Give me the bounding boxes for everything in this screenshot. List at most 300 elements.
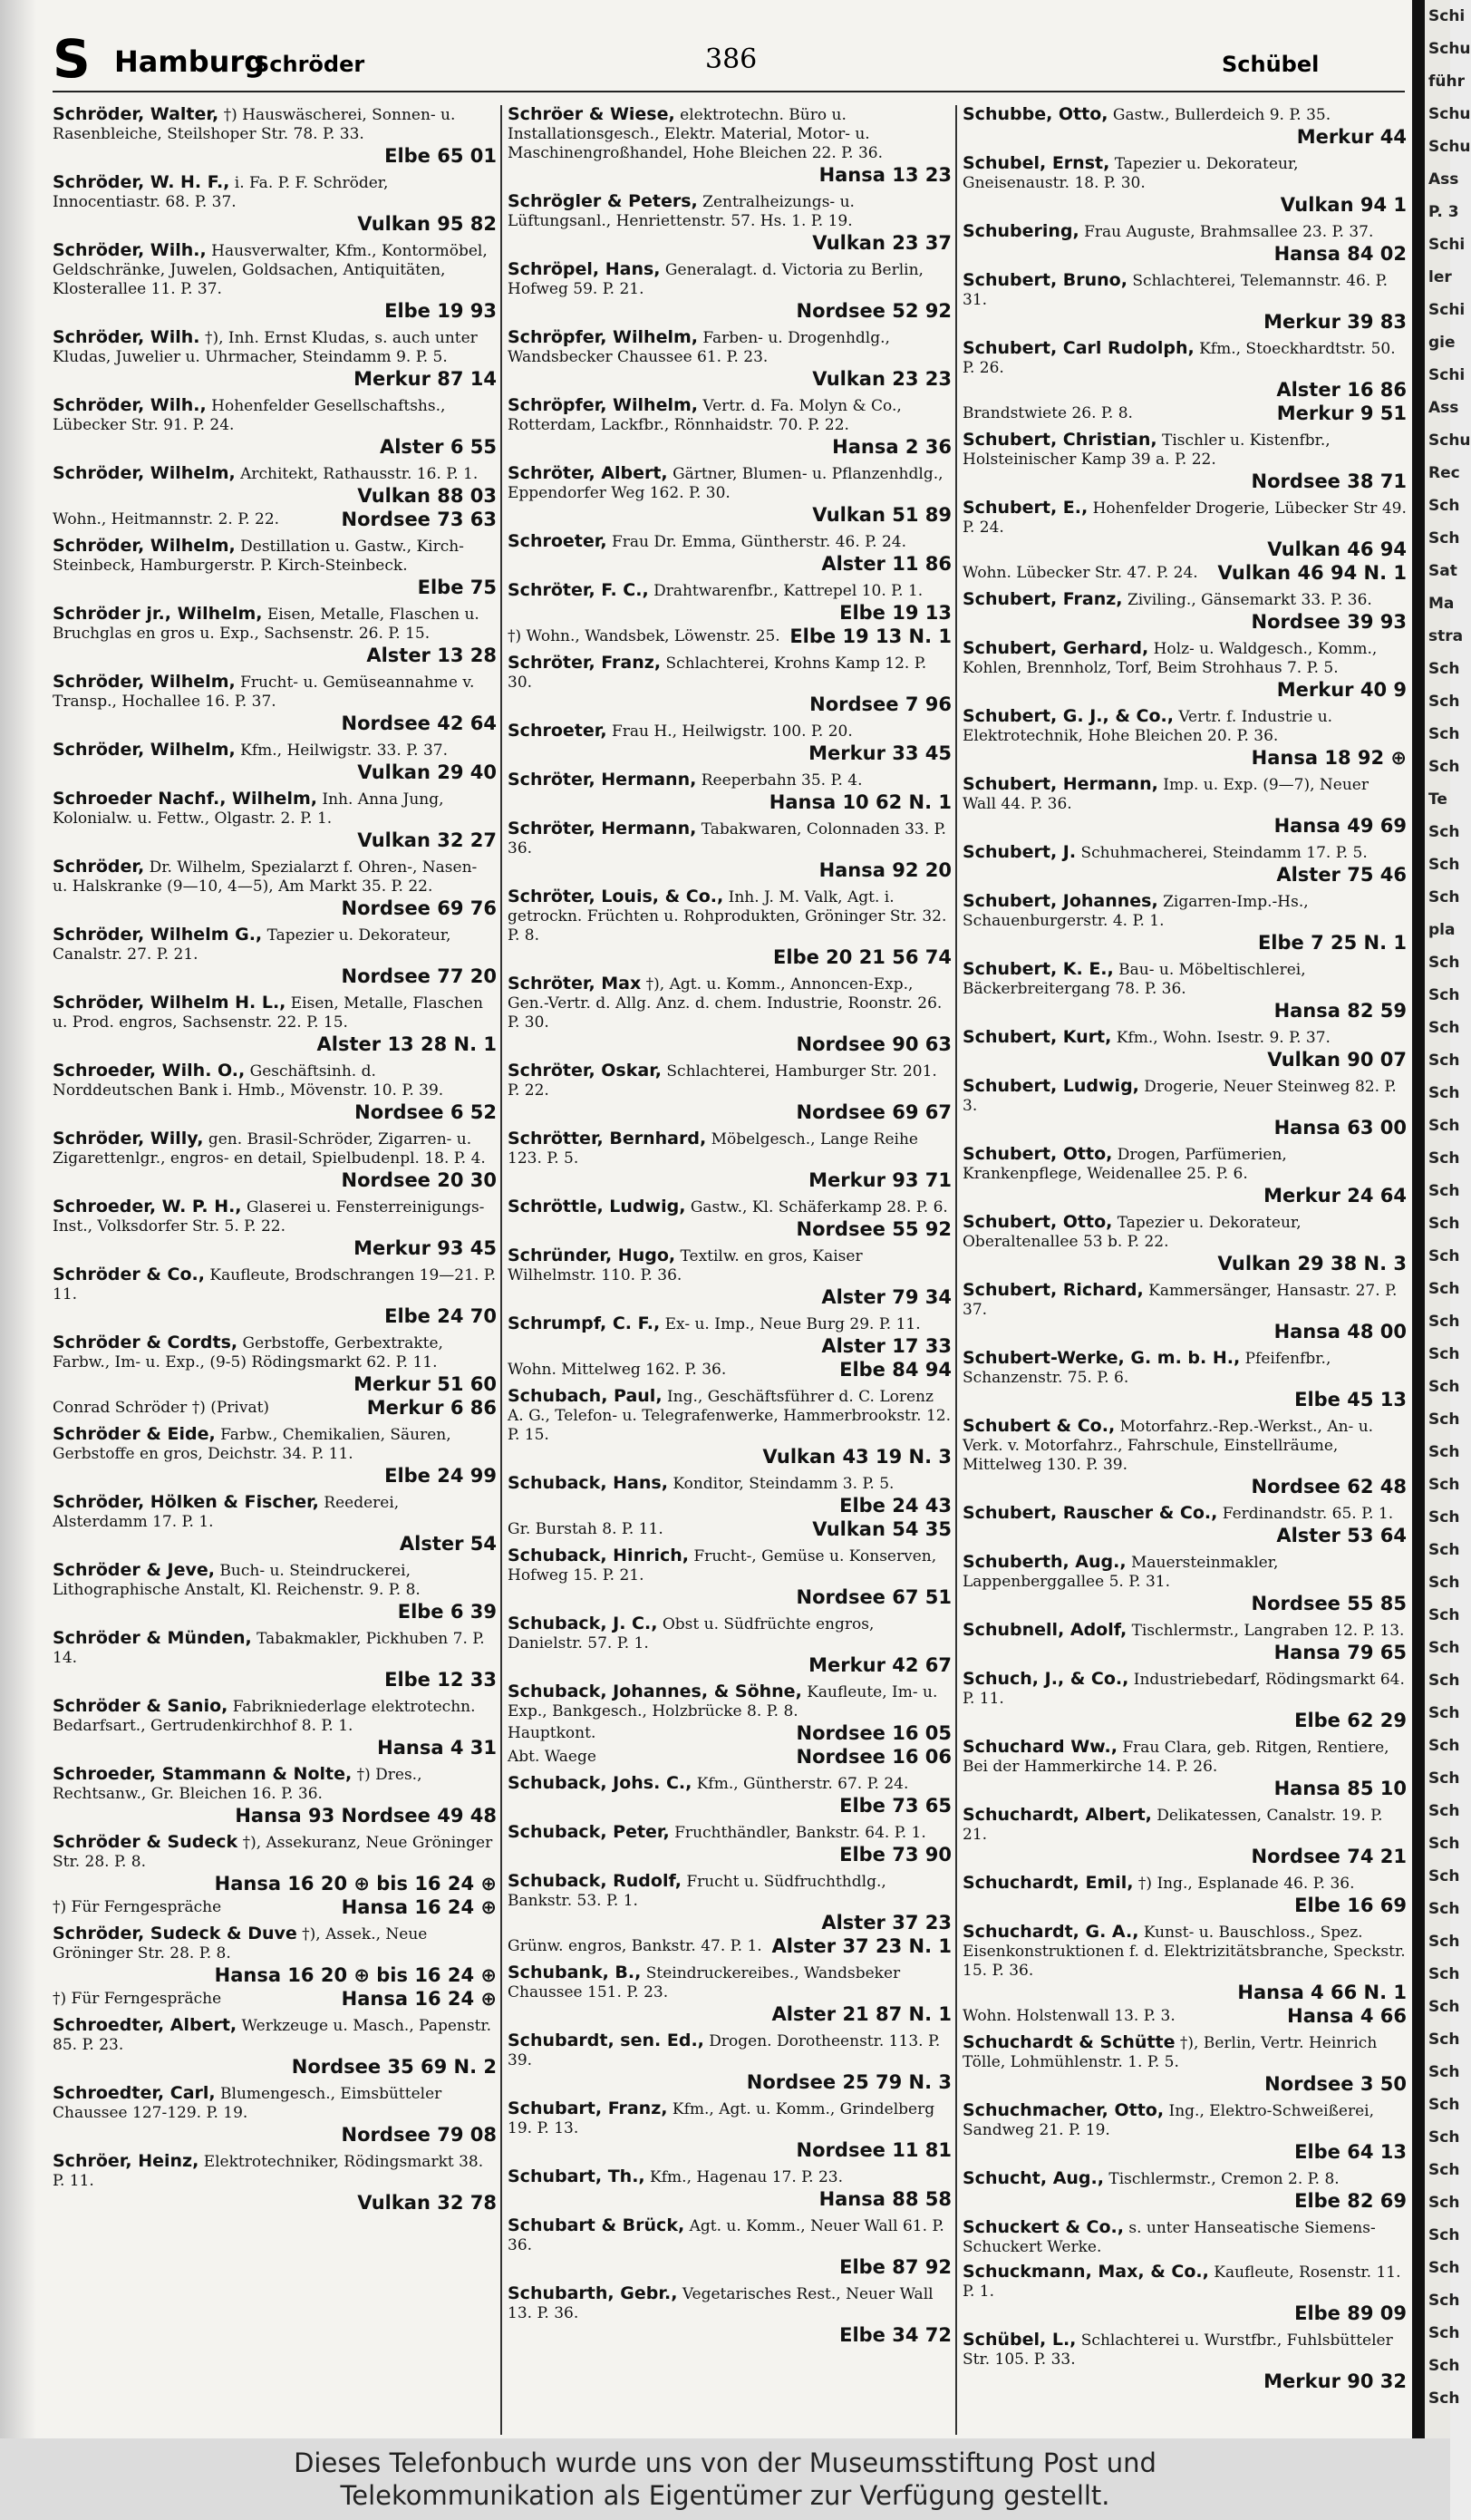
entry-body [963,1806,1407,1845]
column-divider [955,105,957,2435]
extra-phone-row [508,1721,952,1745]
entry-name: Schröter, F. C., [508,580,649,600]
entry-details: Ing., Geschäftsführer d. C. Lorenz A. G., Telefon- u. Telegrafenwerke, Hammerbrookstr. 12. P. 15. [508,1388,951,1444]
phone-number: Alster 54 [399,1533,497,1555]
page-number: 386 [705,44,758,75]
next-page-fragment: Sch [1428,660,1460,678]
extra-phone-row [963,2004,1407,2028]
entry-details: Schuhmacherei, Steindamm 17. P. 5. [1080,844,1368,862]
directory-entry [53,464,497,531]
entry-details: Tischlermstr., Cremon 2. P. 8. [1108,2170,1340,2188]
directory-entry [963,775,1407,838]
phone-number: Merkur 93 71 [808,1169,952,1191]
next-page-fragment: Sch [1428,2389,1460,2408]
directory-entry [53,396,497,459]
directory-entry [53,1197,497,1260]
extra-phone-label: †) Für Ferngespräche [53,1898,222,1916]
entry-body [508,1682,952,1721]
entry-details: Vegetarisches Rest., Neuer Wall 13. P. 36. [508,2285,934,2322]
entry-details: Fruchthändler, Bankstr. 64. P. 1. [674,1824,926,1842]
directory-entry [508,1246,952,1309]
directory-entry [508,1963,952,2026]
entry-details: Farben- u. Drogenhdlg., Wandsbecker Chaussee 61. P. 23. [508,329,890,366]
directory-entry [963,590,1407,634]
entry-body [53,105,497,144]
entry-body [508,2167,952,2187]
entry-details: Inh. J. M. Valk, Agt. i. getrockn. Früchten u. Rohprodukten, Gröninger Str. 32. P. 8. [508,888,947,945]
next-page-fragment: Sch [1428,1182,1460,1200]
entry-name: Schuback, Peter, [508,1822,670,1842]
entry-details: Inh. Anna Jung, Kolonialw. u. Fettw., Olgastr. 2. P. 1. [53,790,444,828]
entry-details: †) Ing., Esplanade 46. P. 36. [1137,1875,1355,1893]
entry-details: Holz- u. Waldgesch., Komm., Kohlen, Brennholz, Torf, Beim Strohhaus 7. P. 5. [963,640,1378,677]
next-page-fragment: Sch [1428,2096,1460,2114]
directory-entry [53,537,497,599]
entry-body [963,1145,1407,1184]
entry-body [963,1553,1407,1592]
extra-phone-label: Wohn. Lübecker Str. 47. P. 24. [963,564,1198,582]
phone-number: Nordsee 62 48 [1251,1476,1407,1497]
directory-entry [508,2099,952,2162]
entry-name: Schubert, Rauscher & Co., [963,1503,1218,1523]
entry-name: Schubert, K. E., [963,959,1114,979]
entry-details: Steindruckereibes., Wandsbeker Chaussee 151. P. 23. [508,1964,901,2001]
entry-body [508,328,952,367]
directory-entry [53,2084,497,2147]
entry-name: Schröter, Max [508,974,642,993]
next-page-fragment: Sch [1428,1933,1460,1951]
directory-entry [508,1823,952,1866]
entry-body [508,1474,952,1494]
extra-phone-row [963,402,1407,425]
entry-details: Blumengesch., Eimsbütteler Chaussee 127-129. P. 19. [53,2085,442,2122]
entry-name: Schroeter, [508,531,607,551]
phone-number: Nordsee 35 69 N. 2 [291,2056,497,2078]
entry-details: Reeperbahn 35. P. 4. [701,771,863,790]
directory-entry [963,431,1407,493]
entry-name: Schroeder, W. P. H., [53,1197,242,1216]
directory-entry [508,974,952,1056]
phone-number: Elbe 64 13 [1294,2141,1407,2163]
phone-number: Nordsee 69 76 [341,897,497,919]
phone-number: Merkur 90 32 [1263,2370,1407,2392]
phone-number: Hansa 10 62 N. 1 [769,791,952,813]
directory-entry [53,1765,497,1827]
entry-details: Architekt, Rathausstr. 16. P. 1. [240,465,479,483]
next-page-fragment: Sch [1428,1769,1460,1788]
entry-name: Schröder & Eide, [53,1424,216,1444]
entry-details: Ex- u. Imp., Neue Burg 29. P. 11. [664,1315,921,1333]
entry-body [508,819,952,858]
entry-name: Schröder & Jeve, [53,1560,215,1580]
phone-number: Elbe 73 90 [839,1844,952,1866]
entry-body [508,1614,952,1653]
next-page-fragment: Te [1428,790,1447,809]
phone-number: Merkur 39 83 [1263,311,1407,333]
extra-phone-label: Grünw. engros, Bankstr. 47. P. 1. [508,1937,762,1955]
entry-name: Schröder, Wilh., [53,395,207,415]
phone-number: Nordsee 90 63 [796,1033,952,1055]
phone-number: Elbe 82 69 [1294,2190,1407,2212]
extra-phone-number: Nordsee 16 05 [796,1722,952,1744]
entry-name: Schroedter, Carl, [53,2083,216,2103]
phone-number: Alster 21 87 N. 1 [771,2003,952,2025]
entry-body [53,2084,497,2123]
phone-number: Alster 17 33 [821,1335,952,1357]
phone-number: Hansa 84 02 [1273,243,1407,265]
entry-body [53,926,497,964]
entry-name: Schröter, Hermann, [508,770,697,790]
directory-entry [963,105,1407,149]
extra-phone-label: Wohn., Heitmannstr. 2. P. 22. [53,510,280,528]
entry-name: Schübel, L., [963,2330,1077,2350]
next-page-fragment: führ [1428,73,1465,91]
phone-number: Elbe 24 70 [384,1305,497,1327]
entry-name: Schröder, Sudeck & Duve [53,1924,297,1943]
entry-details: Kaufleute, Im- u. Exp., Bankgesch., Holzbrücke 8. P. 8. [508,1683,938,1720]
extra-phone-label: Gr. Burstah 8. P. 11. [508,1520,663,1538]
phone-number: Vulkan 23 37 [812,232,952,254]
phone-number: Elbe 87 92 [839,2256,952,2278]
next-page-fragment: Schi [1428,236,1466,254]
next-page-fragment: P. 3 [1428,203,1459,221]
entry-details: Fabrikniederlage elektrotechn. Bedarfsart., Gertrudenkirchhof 8. P. 1. [53,1698,476,1735]
phone-number: Elbe 19 13 [839,602,952,624]
next-page-fragment: Sch [1428,1704,1460,1722]
directory-entry [963,2218,1407,2257]
extra-phone-number: Elbe 84 94 [839,1359,952,1381]
entry-details: Drogerie, Neuer Steinweg 82. P. 3. [963,1078,1397,1115]
header-rule [53,91,1405,92]
entry-details: Frau Dr. Emma, Güntherstr. 46. P. 24. [611,533,906,551]
next-page-fragment: Sch [1428,1149,1460,1168]
phone-number: Hansa 16 20 ⊕ bis 16 24 ⊕ [214,1873,497,1895]
directory-entry [508,819,952,882]
phone-number: Elbe 45 13 [1294,1389,1407,1410]
phone-number: Nordsee 67 51 [796,1586,952,1608]
directory-entry [53,993,497,1056]
entry-name: Schröder, Wilhelm H. L., [53,993,286,1013]
entry-name: Schuchardt & Schütte [963,2032,1176,2052]
phone-number: Nordsee 52 92 [796,300,952,322]
entry-name: Schröpfer, Wilhelm, [508,395,698,415]
next-page-fragment: Sch [1428,888,1460,906]
extra-phone-label: Conrad Schröder †) (Privat) [53,1399,270,1417]
entry-name: Schuback, Hans, [508,1473,668,1493]
next-page-fragment: Sch [1428,1019,1460,1037]
entry-body [53,858,497,897]
entry-details: Industriebedarf, Rödingsmarkt 64. P. 11. [963,1671,1405,1708]
entry-details: Geschäftsinh. d. Norddeutschen Bank i. Hmb., Mövenstr. 10. P. 39. [53,1062,444,1100]
next-page-fragment: Sch [1428,1052,1460,1070]
extra-phone-row [53,508,497,531]
entry-body [508,2099,952,2138]
entry-body [53,2016,497,2055]
directory-entry [53,673,497,735]
directory-entry [963,843,1407,887]
entry-details: Obst u. Südfrüchte engros, Danielstr. 57. P. 1. [508,1615,875,1653]
next-page-fragment: Ass [1428,399,1459,417]
extra-phone-label: †) Wohn., Wandsbek, Löwenstr. 25. [508,627,780,645]
entry-details: Reederei, Alsterdamm 17. P. 1. [53,1494,400,1531]
extra-phone-row [508,625,952,648]
next-page-fragment: Sch [1428,1476,1460,1494]
entry-details: Drogen. Dorotheenstr. 113. P. 39. [508,2032,941,2069]
entry-body [53,1561,497,1600]
entry-name: Schröder & Cordts, [53,1333,238,1352]
entry-name: Schroeder, Wilh. O., [53,1061,246,1081]
entry-body [963,707,1407,746]
entry-body [963,154,1407,193]
next-page-fragment: Ass [1428,170,1459,189]
entry-name: Schubert, Kurt, [963,1027,1112,1047]
entry-body [963,499,1407,538]
entry-details: Gärtner, Blumen- u. Pflanzenhdlg., Eppendorfer Weg 162. P. 30. [508,465,944,502]
entry-name: Schröder, Wilh., [53,240,207,260]
next-page-fragment: Sch [1428,1084,1460,1102]
phone-number: Hansa 18 92 ⊕ [1251,747,1407,769]
directory-entry [508,1872,952,1958]
directory-entry [963,639,1407,702]
next-page-fragment: Schu [1428,105,1471,123]
entry-details: Zigarren-Imp.-Hs., Schauenburgerstr. 4. P. 1. [963,893,1309,930]
entry-name: Schuberth, Aug., [963,1552,1127,1572]
next-page-fragment: Sch [1428,1443,1460,1461]
entry-name: Schröter, Louis, & Co., [508,887,724,906]
entry-details: †), Agt. u. Komm., Annoncen-Exp., Gen.-Vertr. d. Allg. Anz. d. chem. Industrie, Roonstr. 26. P. 30. [508,975,943,1032]
entry-details: Kfm., Wohn. Isestr. 9. P. 37. [1116,1029,1331,1047]
next-page-fragment: Sch [1428,954,1460,972]
entry-details: Kunst- u. Bauschloss., Spez. Eisenkonstruktionen f. d. Elektrizitätsbranche, Speckstr. 15. P. 36. [963,1924,1406,1980]
entry-name: Schröder, Willy, [53,1129,204,1149]
entry-name: Schuback, Johs. C., [508,1773,692,1793]
entry-details: Textilw. en gros, Kaiser Wilhelmstr. 110. P. 36. [508,1247,863,1284]
extra-phone-label: Hauptkont. [508,1724,596,1742]
directory-entry [508,1682,952,1769]
entry-name: Schubert, Bruno, [963,270,1127,290]
directory-entry [53,1833,497,1919]
entry-body [508,771,952,790]
entry-details: Agt. u. Komm., Neuer Wall 61. P. 36. [508,2217,944,2254]
next-page-fragment: Schi [1428,366,1466,384]
entry-details: Destillation u. Gastw., Kirch-Steinbeck, Hamburgerstr. P. Kirch-Steinbeck. [53,538,464,575]
next-page-fragment: Sch [1428,1802,1460,1820]
entry-details: Imp. u. Exp. (9—7), Neuer Wall 44. P. 36. [963,776,1369,813]
entry-name: Schubert, G. J., & Co., [963,706,1174,726]
directory-entry [508,771,952,814]
entry-name: Schuback, Rudolf, [508,1871,682,1891]
entry-body [508,974,952,1032]
entry-name: Schubert, Ludwig, [963,1076,1139,1096]
extra-phone-row [53,1396,497,1420]
entry-body [963,1923,1407,1981]
phone-number: Nordsee 55 92 [796,1218,952,1240]
phone-number: Alster 79 34 [821,1286,952,1308]
entry-details: Farbw., Chemikalien, Säuren, Gerbstoffe en gros, Deichstr. 34. P. 11. [53,1426,451,1463]
entry-name: Schröer & Wiese, [508,104,675,124]
listing-column-1 [53,105,497,2435]
phone-number: Nordsee 74 21 [1251,1846,1407,1867]
phone-number: Merkur 93 45 [353,1237,497,1259]
entry-name: Schröder, Wilhelm, [53,536,236,556]
next-page-fragment: Sch [1428,693,1460,711]
entry-details: Hohenfelder Drogerie, Lübecker Str 49. P. 24. [963,499,1407,537]
phone-number: Merkur 87 14 [353,368,497,390]
next-page-fragment: pla [1428,921,1456,939]
entry-body [508,1546,952,1585]
next-page-fragment: Sat [1428,562,1457,580]
entry-body [508,532,952,552]
phone-number: Elbe 7 25 N. 1 [1257,932,1407,954]
entry-details: Vertr. f. Industrie u. Elektrotechnik, Hohe Bleichen 20. P. 36. [963,708,1333,745]
entry-body [508,2216,952,2255]
next-page-fragment: Sch [1428,2357,1460,2375]
next-page-fragment: Sch [1428,1345,1460,1363]
entry-body [963,2169,1407,2189]
entry-body [53,1924,497,1963]
next-page-fragment: Sch [1428,2063,1460,2081]
entry-details: Eisen, Metalle, Flaschen u. Prod. engros, Sachsenstr. 22. P. 15. [53,994,483,1032]
next-page-fragment: Sch [1428,2292,1460,2310]
entry-body [963,1738,1407,1777]
entry-name: Schröder & Sudeck [53,1832,238,1852]
entry-details: Kammersänger, Hansastr. 27. P. 37. [963,1282,1398,1319]
phone-number: Hansa 4 31 [377,1737,497,1759]
entry-name: Schröder, W. H. F., [53,172,230,192]
entry-details: Hausverwalter, Kfm., Kontormöbel, Geldschränke, Juwelen, Goldsachen, Antiquitäten, Klosterallee 11. P. 37. [53,242,488,298]
next-page-fragment: Sch [1428,1117,1460,1135]
entry-body [508,722,952,741]
entry-details: Ferdinandstr. 65. P. 1. [1222,1505,1394,1523]
directory-entry [508,2216,952,2279]
entry-body [508,1246,952,1285]
directory-entry [508,1061,952,1124]
directory-entry [963,2331,1407,2393]
directory-entry [963,892,1407,955]
entry-name: Schubert, Carl Rudolph, [963,338,1195,358]
phone-number: Vulkan 29 40 [357,761,497,783]
entry-details: Frucht u. Südfruchthdlg., Bankstr. 53. P. 1. [508,1873,886,1910]
entry-name: Schröttle, Ludwig, [508,1197,686,1216]
entry-details: †) Dres., Rechtsanw., Gr. Bleichen 16. P. 36. [53,1766,422,1803]
entry-body [963,1349,1407,1388]
entry-details: Tabakwaren, Colonnaden 33. P. 36. [508,820,946,858]
directory-entry [53,1697,497,1759]
first-entry-word: Schröder [254,52,365,77]
entry-details: Generalagt. d. Victoria zu Berlin, Hofweg 59. P. 21. [508,261,924,298]
next-page-fragment: Sch [1428,1378,1460,1396]
entry-body [508,105,952,163]
entry-body [53,741,497,761]
directory-entry [508,887,952,969]
entry-details: Gastw., Kl. Schäferkamp 28. P. 6. [690,1198,948,1216]
phone-number: Merkur 44 [1296,126,1407,148]
entry-name: Schrögler & Peters, [508,191,698,211]
directory-entry [963,1670,1407,1732]
phone-number: Hansa 79 65 [1273,1642,1407,1663]
entry-name: Schubert, J. [963,842,1077,862]
entry-name: Schubert-Werke, G. m. b. H., [963,1348,1241,1368]
phone-number: Elbe 65 01 [384,145,497,167]
entry-body [53,605,497,644]
phone-number: Hansa 4 66 N. 1 [1237,1982,1407,2003]
extra-phone-number: Nordsee 73 63 [341,509,497,530]
entry-body [508,581,952,601]
entry-name: Schröder, Walter, [53,104,219,124]
extra-phone-label: Abt. Waege [508,1748,596,1766]
phone-number: Merkur 33 45 [808,742,952,764]
listing-column-3 [963,105,1407,2435]
entry-name: Schubert, Richard, [963,1280,1144,1300]
directory-entry [53,741,497,784]
next-page-fragment: Sch [1428,986,1460,1004]
entry-details: Tapezier u. Dekorateur, Gneisenaustr. 18. P. 30. [963,155,1299,192]
directory-entry [508,654,952,716]
entry-body [508,654,952,693]
directory-entry [53,1493,497,1556]
entry-body [963,960,1407,999]
directory-entry [508,1546,952,1609]
entry-body [53,1129,497,1168]
entry-name: Schröder, Wilh. [53,327,200,347]
last-entry-word: Schübel [1222,52,1320,77]
phone-number: Nordsee 20 30 [341,1169,497,1191]
entry-name: Schubert, Hermann, [963,774,1158,794]
directory-entry [963,1504,1407,1547]
entry-name: Schuchardt, Emil, [963,1873,1134,1893]
entry-name: Schubart, Th., [508,2166,645,2186]
entry-name: Schrötter, Bernhard, [508,1129,707,1149]
footer-line-1: Dieses Telefonbuch wurde uns von der Museumsstiftung Post und [294,2447,1156,2478]
directory-entry [508,464,952,527]
phone-number: Vulkan 90 07 [1267,1049,1407,1071]
entry-details: Möbelgesch., Lange Reihe 123. P. 5. [508,1130,918,1168]
entry-body [53,993,497,1032]
directory-entry [53,105,497,168]
section-letter: S [53,28,91,90]
directory-entry [53,1265,497,1328]
directory-entry [963,707,1407,770]
entry-body [963,1621,1407,1641]
extra-phone-number: Merkur 6 86 [366,1397,497,1419]
directory-entry [963,960,1407,1023]
directory-entry [508,396,952,459]
phone-number: Elbe 62 29 [1294,1710,1407,1731]
entry-details: Zentralheizungs- u. Lüftungsanl., Henriettenstr. 57. Hs. 1. P. 19. [508,193,855,230]
next-page-fragment: Schu [1428,40,1471,58]
extra-phone-row [53,1987,497,2011]
directory-entry [53,1561,497,1623]
page-header [53,28,1321,90]
directory-entry [53,1924,497,2011]
next-page-fragment: Sch [1428,2128,1460,2147]
entry-name: Schuchard Ww., [963,1737,1118,1757]
phone-number: Merkur 42 67 [808,1654,952,1676]
phone-number: Vulkan 43 19 N. 3 [762,1446,952,1468]
entry-name: Schröder, Wilhelm, [53,672,236,692]
entry-name: Schubank, B., [508,1963,642,1982]
next-page-fragment: Sch [1428,1672,1460,1690]
entry-name: Schröpel, Hans, [508,259,661,279]
entry-name: Schroedter, Albert, [53,2015,237,2035]
entry-body [53,1765,497,1804]
directory-entry [963,2101,1407,2164]
directory-entry [963,1621,1407,1664]
directory-entry [508,2284,952,2347]
entry-name: Schubnell, Adolf, [963,1620,1127,1640]
entry-name: Schuckert & Co., [963,2217,1124,2237]
entry-details: elektrotechn. Büro u. Installationsgesch., Elektr. Material, Motor- u. Maschinengroßhandel, Hohe Bleichen 22. P. 36. [508,106,884,162]
